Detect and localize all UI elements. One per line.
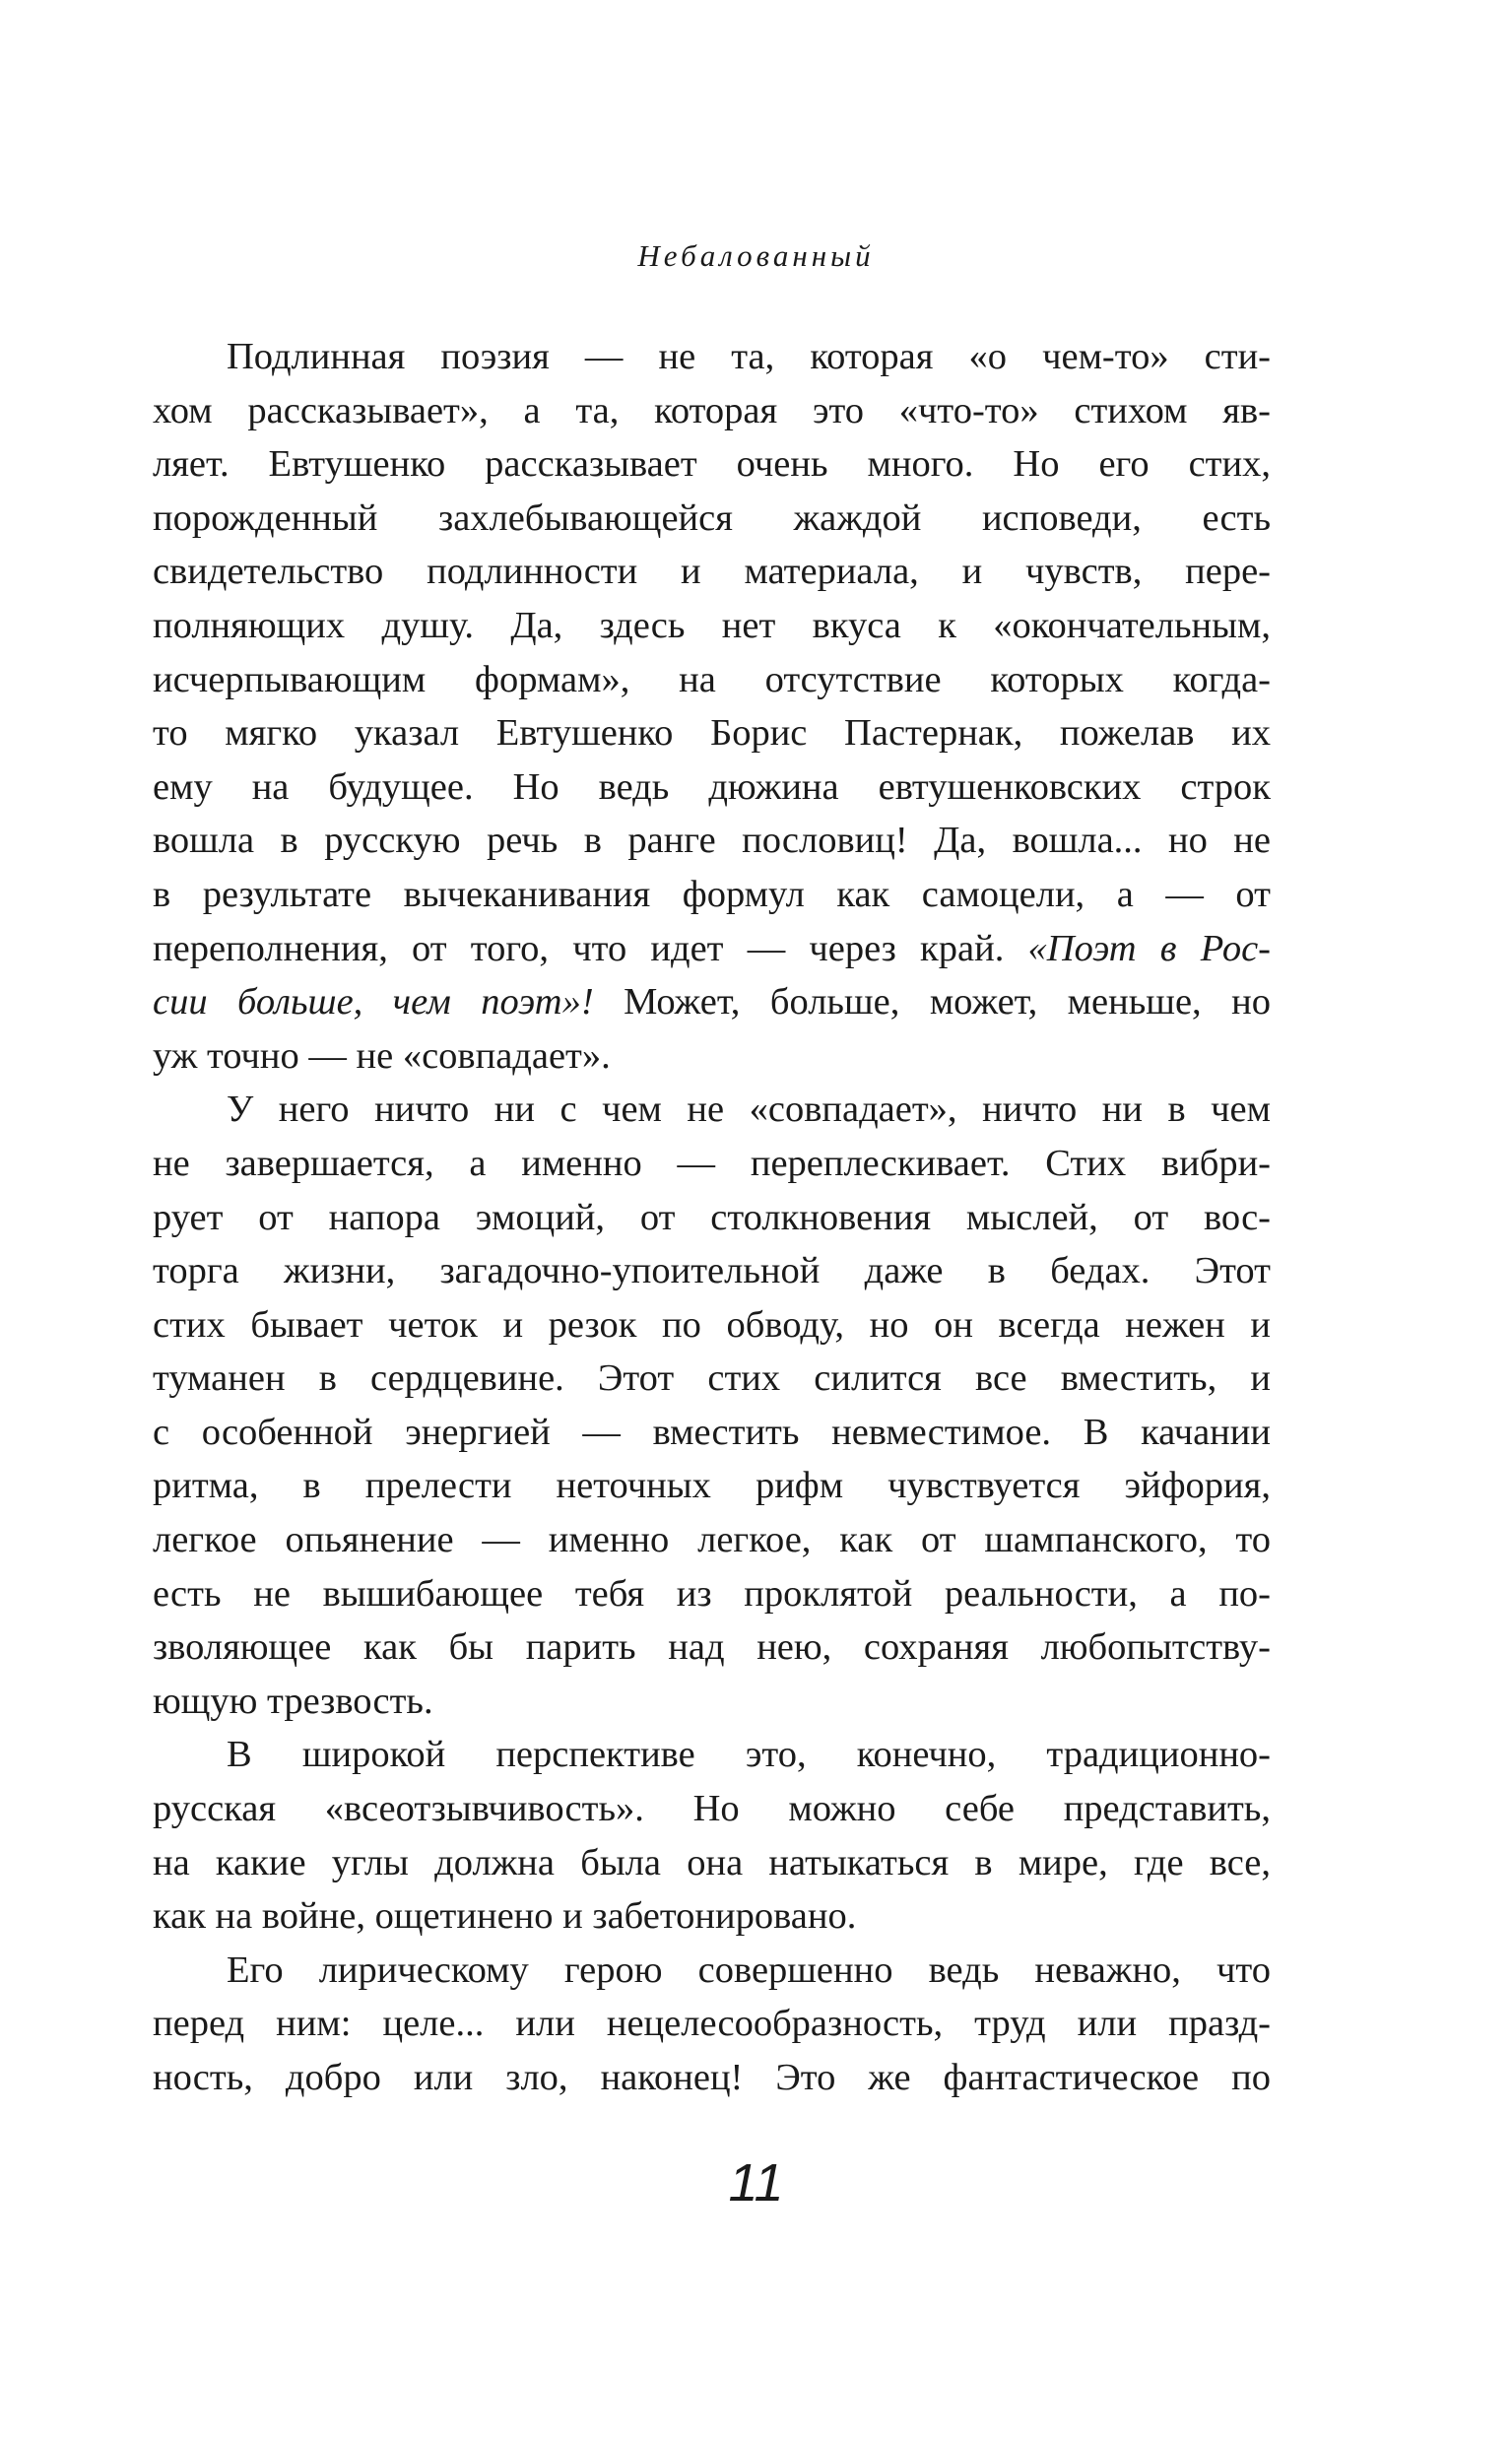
text-line: порожденный захлебывающейся жаждой исповеди, есть	[153, 496, 1271, 539]
text-line: перед ним: целе... или нецелесообразность, труд или празд-	[153, 2003, 1271, 2045]
text-line: есть не вышибающее тебя из проклятой реальности, а по-	[153, 1572, 1271, 1615]
text-line: стих бывает четок и резок по обводу, но он всегда нежен и	[153, 1303, 1271, 1346]
text-line: свидетельство подлинности и материала, и чувств, пере-	[153, 551, 1271, 593]
text-line: рует от напора эмоций, от столкновения мыслей, от вос-	[153, 1196, 1271, 1238]
text-line: В широкой перспективе это, конечно, традиционно-	[227, 1734, 1271, 1776]
text-line: не завершается, а именно — переплескивает. Стих вибри-	[153, 1142, 1271, 1184]
text-line: Подлинная поэзия — не та, которая «о чем-то» сти-	[227, 336, 1271, 377]
text-line: сии больше, чем поэт»! Может, больше, может, меньше, но	[153, 981, 1271, 1023]
text-line: уж точно — не «совпадает».	[153, 1034, 611, 1077]
text-line: ритма, в прелести неточных рифм чувствуется эйфория,	[153, 1465, 1271, 1507]
text-line: ющую трезвость.	[153, 1680, 433, 1722]
text-line: легкое опьянение — именно легкое, как от шампанского, то	[153, 1519, 1271, 1561]
running-head: Небалованный	[637, 238, 875, 273]
body-text	[153, 330, 1271, 2105]
text-line: полняющих душу. Да, здесь нет вкуса к «окончательным,	[153, 604, 1271, 646]
text-line: ляет. Евтушенко рассказывает очень много. Но его стих,	[153, 443, 1271, 486]
text-line: русская «всеотзывчивость». Но можно себе представить,	[153, 1788, 1271, 1830]
text-line: Его лирическому герою совершенно ведь неважно, что	[227, 1948, 1271, 1991]
text-line: ность, добро или зло, наконец! Это же фантастическое по	[153, 2057, 1271, 2098]
text-line: вошла в русскую речь в ранге пословиц! Да, вошла... но не	[153, 820, 1271, 862]
text-line: на какие углы должна была она натыкаться в мире, где все,	[153, 1841, 1271, 1883]
text-line: туманен в сердцевине. Этот стих силится все вместить, и	[153, 1357, 1271, 1400]
text-line: хом рассказывает», а та, которая это «что-то» стихом яв-	[153, 389, 1271, 431]
text-line: зволяющее как бы парить над нею, сохраняя любопытству-	[153, 1626, 1271, 1669]
text-line: торга жизни, загадочно-упоительной даже в бедах. Этот	[153, 1250, 1271, 1292]
text-line: то мягко указал Евтушенко Борис Пастернак, пожелав их	[153, 712, 1271, 755]
text-line: как на войне, ощетинено и забетонировано.	[153, 1895, 857, 1938]
italic-quote: «Поэт в Рос-	[1027, 927, 1271, 969]
text-line: У него ничто ни с чем не «совпадает», ничто ни в чем	[227, 1089, 1271, 1131]
text-line: исчерпывающим формам», на отсутствие которых когда-	[153, 658, 1271, 700]
text-line: ему на будущее. Но ведь дюжина евтушенковских строк	[153, 765, 1271, 808]
page-number: 11	[728, 2153, 784, 2212]
italic-quote: сии больше, чем поэт»!	[153, 981, 594, 1023]
text-line: переполнения, от того, что идет — через край. «Поэт в Рос-	[153, 927, 1271, 969]
text-line: с особенной энергией — вместить невместимое. В качании	[153, 1411, 1271, 1453]
text-line: в результате вычеканивания формул как самоцели, а — от	[153, 873, 1271, 915]
